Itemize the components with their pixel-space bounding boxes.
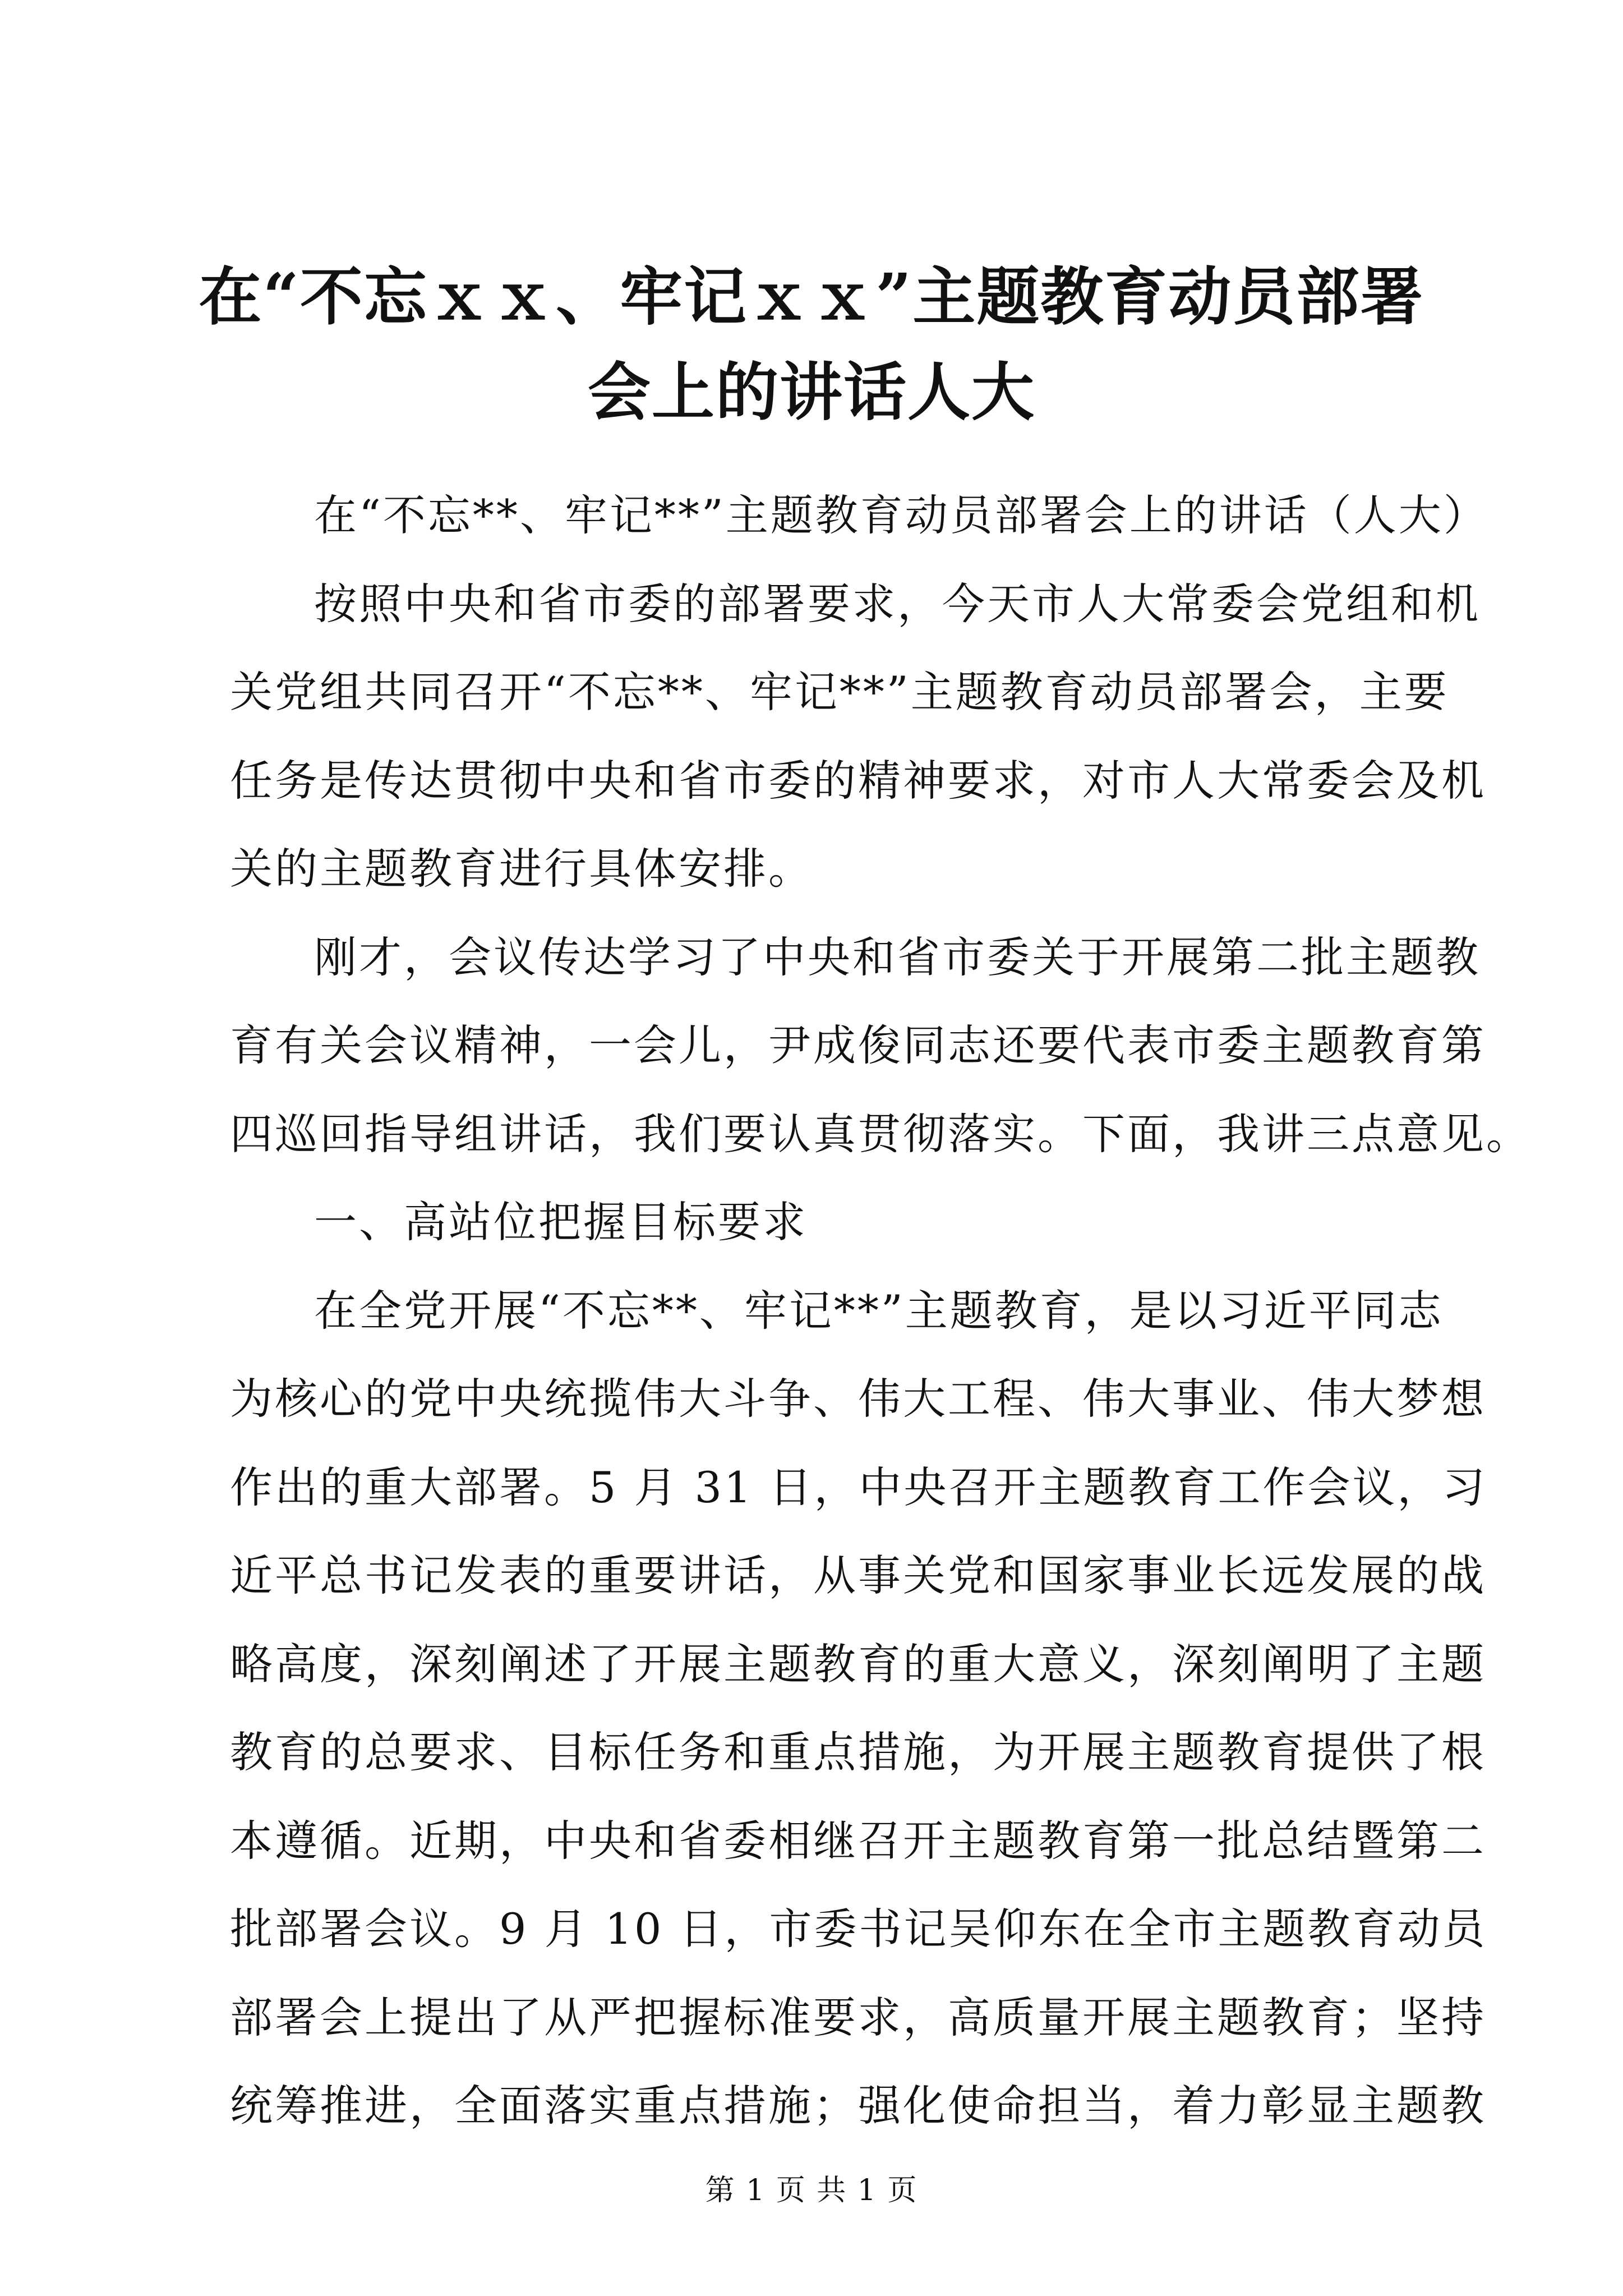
paragraph-line: 育有关会议精神，一会儿，尹成俊同志还要代表市委主题教育第 (230, 1020, 1486, 1070)
paragraph-line: 作出的重大部署。5 月 31 日，中央召开主题教育工作会议，习 (230, 1462, 1487, 1512)
paragraph-5 (230, 1267, 1487, 2150)
page-footer: 第 1 页 共 1 页 (705, 2174, 918, 2207)
paragraph-line: 略高度，深刻阐述了开展主题教育的重大意义，深刻阐明了主题 (230, 1639, 1486, 1689)
paragraph-line: 本遵循。近期，中央和省委相继召开主题教育第一批总结暨第二 (230, 1815, 1486, 1866)
paragraph-line: 关的主题教育进行具体安排。 (230, 844, 813, 894)
paragraph-line: 批部署会议。9 月 10 日，市委书记吴仰东在全市主题教育动员 (230, 1904, 1487, 1954)
paragraph-line: 为核心的党中央统揽伟大斗争、伟大工程、伟大事业、伟大梦想 (230, 1374, 1486, 1424)
paragraph-line: 四巡回指导组讲话，我们要认真贯彻落实。下面，我讲三点意见。 (230, 1108, 1531, 1159)
paragraph-line: 近平总书记发表的重要讲话，从事关党和国家事业长远发展的战 (230, 1550, 1486, 1600)
title-line-1: 在“不忘ｘｘ、牢记ｘｘ”主题教育动员部署 (199, 260, 1424, 334)
title-line-2: 会上的讲话人大 (588, 356, 1035, 429)
paragraph-line: 刚才，会议传达学习了中央和省市委关于开展第二批主题教 (314, 932, 1481, 982)
paragraph-line: 关党组共同召开“不忘**、牢记**”主题教育动员部署会，主要 (230, 667, 1449, 717)
paragraph-line: 按照中央和省市委的部署要求，今天市人大常委会党组和机 (314, 578, 1481, 629)
paragraph-line: 任务是传达贯彻中央和省市委的精神要求，对市人大常委会及机 (230, 755, 1486, 806)
section-heading-1 (230, 1178, 1419, 1267)
paragraph-1 (230, 471, 1488, 560)
paragraph-2 (230, 560, 1486, 913)
document-title (168, 250, 1455, 440)
paragraph-line: 教育的总要求、目标任务和重点措施，为开展主题教育提供了根 (230, 1727, 1486, 1777)
paragraph-3 (230, 913, 1531, 1179)
paragraph-line: 部署会上提出了从严把握标准要求，高质量开展主题教育；坚持 (230, 1992, 1486, 2042)
paragraph-line: 在全党开展“不忘**、牢记**”主题教育，是以习近平同志 (314, 1285, 1444, 1336)
heading-line: 一、高站位把握目标要求 (314, 1197, 808, 1247)
document-body (230, 471, 1531, 2150)
paragraph-line: 统筹推进，全面落实重点措施；强化使命担当，着力彰显主题教 (230, 2081, 1486, 2131)
paragraph-line: 在“不忘**、牢记**”主题教育动员部署会上的讲话（人大） (314, 490, 1488, 540)
